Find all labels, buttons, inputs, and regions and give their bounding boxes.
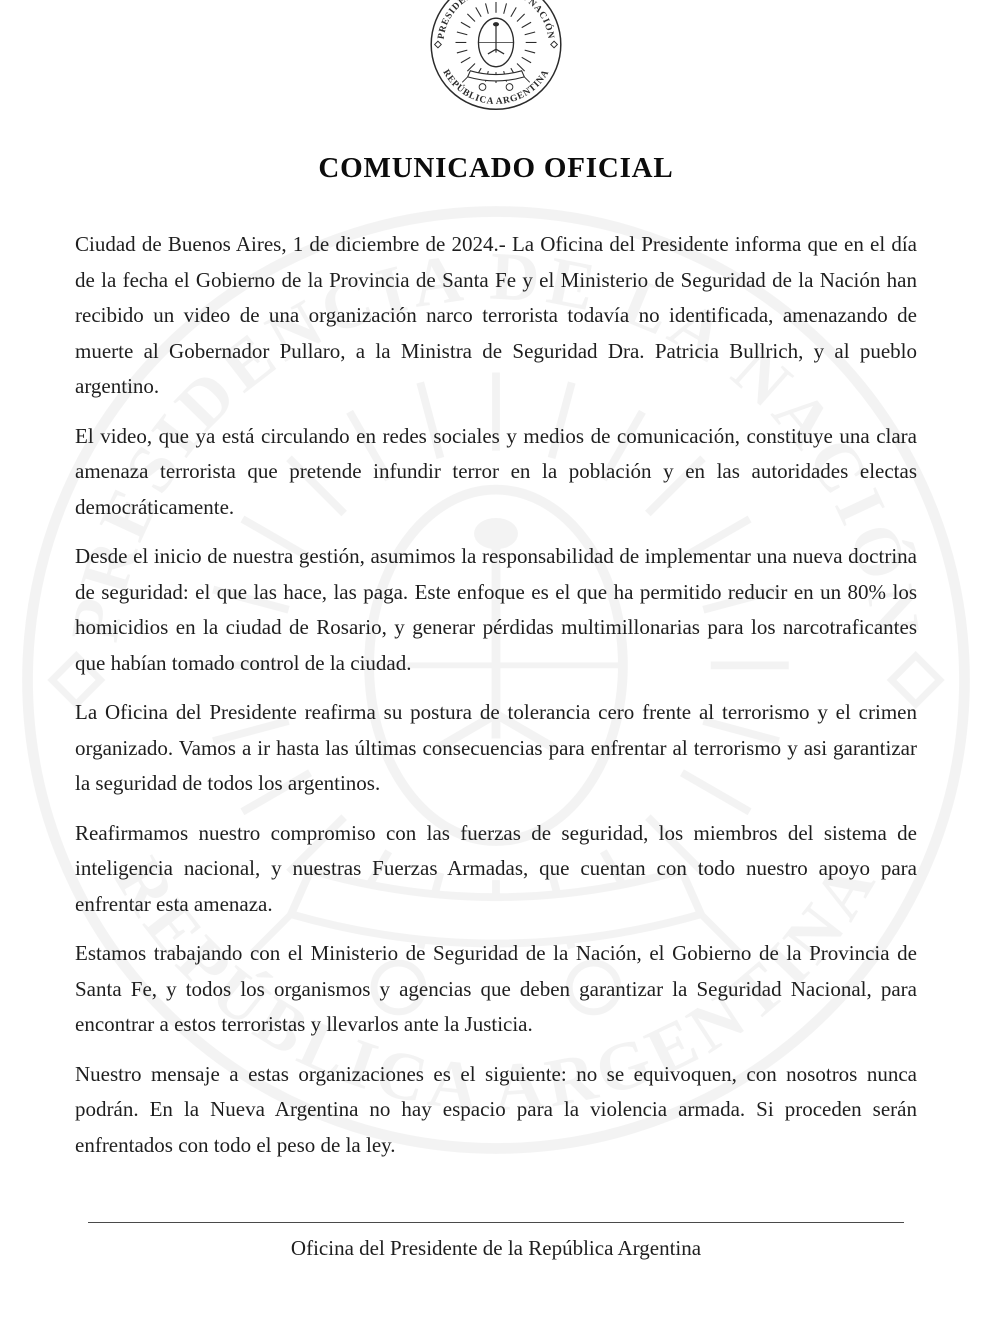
presidential-seal-icon xyxy=(429,0,564,112)
body-paragraph: Desde el inicio de nuestra gestión, asumimos la responsabilidad de implementar una nueva doctrina de seguridad: el que las hace, las paga. Este enfoque es el que ha permitido reducir en un 80% los homicidios en la ciudad de Rosario, y generar pérdidas multimillonarias para los narcotraficantes que habían tomado control de la ciudad. xyxy=(75,544,917,675)
body-paragraph: Estamos trabajando con el Ministerio de Seguridad de la Nación, el Gobierno de la Provincia de Santa Fe, y todos los organismos y agencias que deben garantizar la Seguridad Nacional, para encontrar a estos terroristas y llevarlos ante la Justicia. xyxy=(75,941,917,1036)
body-paragraph: Nuestro mensaje a estas organizaciones es el siguiente: no se equivoquen, con nosotros nunca podrán. En la Nueva Argentina no hay espacio para la violencia armada. Si proceden serán enfrentados con todo el peso de la ley. xyxy=(75,1061,917,1157)
body-paragraph: La Oficina del Presidente reafirma su postura de tolerancia cero frente al terrorismo y el crimen organizado. Vamos a ir hasta las últimas consecuencias para enfrentar al terrorismo y asi garantizar la seguridad de todos los argentinos. xyxy=(75,700,917,795)
page-footer xyxy=(75,1222,917,1261)
body-paragraph: El video, que ya está circulando en redes sociales y medios de comunicación, constituye una clara amenaza terrorista que pretende infundir terror en la población y en las autoridades electas democráticamente. xyxy=(75,423,917,519)
footer-signature: Oficina del Presidente de la República Argentina xyxy=(290,1236,702,1260)
body-text xyxy=(75,227,917,1163)
body-paragraph: Ciudad de Buenos Aires, 1 de diciembre de 2024.- La Oficina del Presidente informa que en el día de la fecha el Gobierno de la Provincia de Santa Fe y el Ministerio de Seguridad de la Nación han recibido un video de una organización narco terrorista todavía no identificada, amenazando de muerte al Gobernador Pullaro, a la Ministra de Seguridad Dra. Patricia Bullrich, y al pueblo argentino. xyxy=(75,232,917,398)
footer-divider xyxy=(88,1222,904,1223)
header-seal-area xyxy=(75,0,917,112)
body-paragraph: Reafirmamos nuestro compromiso con las fuerzas de seguridad, los miembros del sistema de inteligencia nacional, y nuestras Fuerzas Armadas, que cuentan con todo nuestro apoyo para enfrentar esta amenaza. xyxy=(75,820,917,916)
page-title: COMUNICADO OFICIAL xyxy=(318,152,674,184)
